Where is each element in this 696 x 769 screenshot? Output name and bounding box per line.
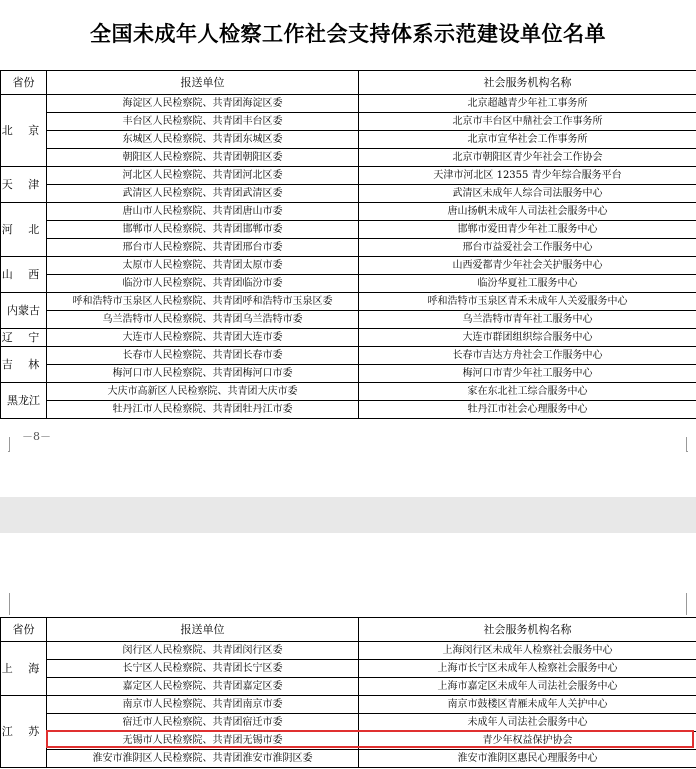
org-cell: 北京市朝阳区青少年社会工作协会 [359, 149, 696, 167]
province-cell: 内蒙古 [1, 293, 47, 329]
header-unit: 报送单位 [47, 618, 359, 642]
org-cell: 临汾华夏社工服务中心 [359, 275, 696, 293]
table-row [1, 660, 696, 678]
unit-cell: 南京市人民检察院、共青团南京市委 [47, 696, 359, 714]
table-row [1, 203, 696, 221]
header-org: 社会服务机构名称 [359, 71, 696, 95]
page-number: －8－ [22, 430, 51, 443]
org-cell: 北京超越青少年社工事务所 [359, 95, 696, 113]
table-header-row [1, 71, 696, 95]
unit-cell: 长春市人民检察院、共青团长春市委 [47, 347, 359, 365]
unit-cell: 乌兰浩特市人民检察院、共青团乌兰浩特市委 [47, 311, 359, 329]
page-corner-mark [8, 437, 10, 452]
org-cell: 天津市河北区 12355 青少年综合服务平台 [359, 167, 696, 185]
province-cell: 吉 林 [1, 347, 47, 383]
table-row [1, 383, 696, 401]
table-row [1, 275, 696, 293]
page-corner-mark [686, 437, 688, 452]
org-cell: 家在东北社工综合服务中心 [359, 383, 696, 401]
page-gap [0, 497, 696, 533]
table-row [1, 113, 696, 131]
org-cell: 未成年人司法社会服务中心 [359, 714, 696, 732]
document-title: 全国未成年人检察工作社会支持体系示范建设单位名单 [90, 21, 606, 46]
unit-cell: 大庆市高新区人民检察院、共青团大庆市委 [47, 383, 359, 401]
org-cell: 乌兰浩特市青年社工服务中心 [359, 311, 696, 329]
org-cell: 青少年权益保护协会 [359, 732, 696, 750]
unit-cell: 梅河口市人民检察院、共青团梅河口市委 [47, 365, 359, 383]
unit-cell: 太原市人民检察院、共青团太原市委 [47, 257, 359, 275]
unit-cell: 牡丹江市人民检察院、共青团牡丹江市委 [47, 401, 359, 419]
table-row [1, 347, 696, 365]
org-cell: 呼和浩特市玉泉区青禾未成年人关爱服务中心 [359, 293, 696, 311]
table-row [1, 329, 696, 347]
document-page-2 [0, 533, 696, 769]
province-cell: 辽 宁 [1, 329, 47, 347]
page-corner-mark [8, 593, 10, 615]
table-2-body [1, 642, 696, 768]
header-province: 省份 [1, 71, 47, 95]
table-row [1, 678, 696, 696]
org-cell: 淮安市淮阴区惠民心理服务中心 [359, 750, 696, 768]
table-row [1, 221, 696, 239]
table-header-row [1, 618, 696, 642]
unit-cell: 武清区人民检察院、共青团武清区委 [47, 185, 359, 203]
unit-cell: 长宁区人民检察院、共青团长宁区委 [47, 660, 359, 678]
province-cell: 河 北 [1, 203, 47, 257]
org-cell: 大连市群团组织综合服务中心 [359, 329, 696, 347]
org-cell: 山西爱都青少年社会关护服务中心 [359, 257, 696, 275]
unit-cell: 河北区人民检察院、共青团河北区委 [47, 167, 359, 185]
table-row [1, 293, 696, 311]
org-cell: 邢台市益爱社会工作服务中心 [359, 239, 696, 257]
header-unit: 报送单位 [47, 71, 359, 95]
province-cell: 天 津 [1, 167, 47, 203]
org-cell: 梅河口市青少年社工服务中心 [359, 365, 696, 383]
org-cell: 北京市宣华社会工作事务所 [359, 131, 696, 149]
table-row [1, 311, 696, 329]
unit-cell: 朝阳区人民检察院、共青团朝阳区委 [47, 149, 359, 167]
unit-cell: 邯郸市人民检察院、共青团邯郸市委 [47, 221, 359, 239]
org-cell: 邯郸市爱田青少年社工服务中心 [359, 221, 696, 239]
table-row [1, 401, 696, 419]
unit-cell: 邢台市人民检察院、共青团邢台市委 [47, 239, 359, 257]
table-row [1, 185, 696, 203]
province-cell: 北 京 [1, 95, 47, 167]
unit-cell: 闵行区人民检察院、共青团闵行区委 [47, 642, 359, 660]
highlight-box [46, 730, 694, 748]
province-cell: 上 海 [1, 642, 47, 696]
org-cell: 上海市长宁区未成年人检察社会服务中心 [359, 660, 696, 678]
org-cell: 唐山扬帆未成年人司法社会服务中心 [359, 203, 696, 221]
org-cell: 南京市鼓楼区青雁未成年人关护中心 [359, 696, 696, 714]
page-corner-mark [686, 593, 688, 615]
unit-cell: 唐山市人民检察院、共青团唐山市委 [47, 203, 359, 221]
unit-cell: 大连市人民检察院、共青团大连市委 [47, 329, 359, 347]
province-cell: 山 西 [1, 257, 47, 293]
table-row [1, 131, 696, 149]
unit-cell: 丰台区人民检察院、共青团丰台区委 [47, 113, 359, 131]
org-cell: 北京市丰台区中鼎社会工作事务所 [359, 113, 696, 131]
unit-cell: 宿迁市人民检察院、共青团宿迁市委 [47, 714, 359, 732]
header-province: 省份 [1, 618, 47, 642]
table-1-body [1, 95, 696, 419]
org-cell: 武清区未成年人综合司法服务中心 [359, 185, 696, 203]
table-row [1, 714, 696, 732]
org-cell: 上海市嘉定区未成年人司法社会服务中心 [359, 678, 696, 696]
table-row [1, 149, 696, 167]
province-cell: 黑龙江 [1, 383, 47, 419]
table-row [1, 642, 696, 660]
table-row [1, 95, 696, 113]
org-cell: 牡丹江市社会心理服务中心 [359, 401, 696, 419]
table-row [1, 167, 696, 185]
table-row [1, 239, 696, 257]
org-cell: 长春市吉达方舟社会工作服务中心 [359, 347, 696, 365]
unit-cell: 呼和浩特市玉泉区人民检察院、共青团呼和浩特市玉泉区委 [47, 293, 359, 311]
unit-cell: 临汾市人民检察院、共青团临汾市委 [47, 275, 359, 293]
org-cell: 上海闵行区未成年人检察社会服务中心 [359, 642, 696, 660]
table-row [1, 750, 696, 768]
unit-cell: 无锡市人民检察院、共青团无锡市委 [47, 732, 359, 750]
unit-cell: 海淀区人民检察院、共青团海淀区委 [47, 95, 359, 113]
header-org: 社会服务机构名称 [359, 618, 696, 642]
unit-cell: 嘉定区人民检察院、共青团嘉定区委 [47, 678, 359, 696]
table-row [1, 257, 696, 275]
unit-cell: 东城区人民检察院、共青团东城区委 [47, 131, 359, 149]
unit-cell: 淮安市淮阴区人民检察院、共青团淮安市淮阴区委 [47, 750, 359, 768]
unit-table-1 [0, 70, 696, 419]
table-row [1, 365, 696, 383]
province-cell: 江 苏 [1, 696, 47, 768]
table-row [1, 696, 696, 714]
